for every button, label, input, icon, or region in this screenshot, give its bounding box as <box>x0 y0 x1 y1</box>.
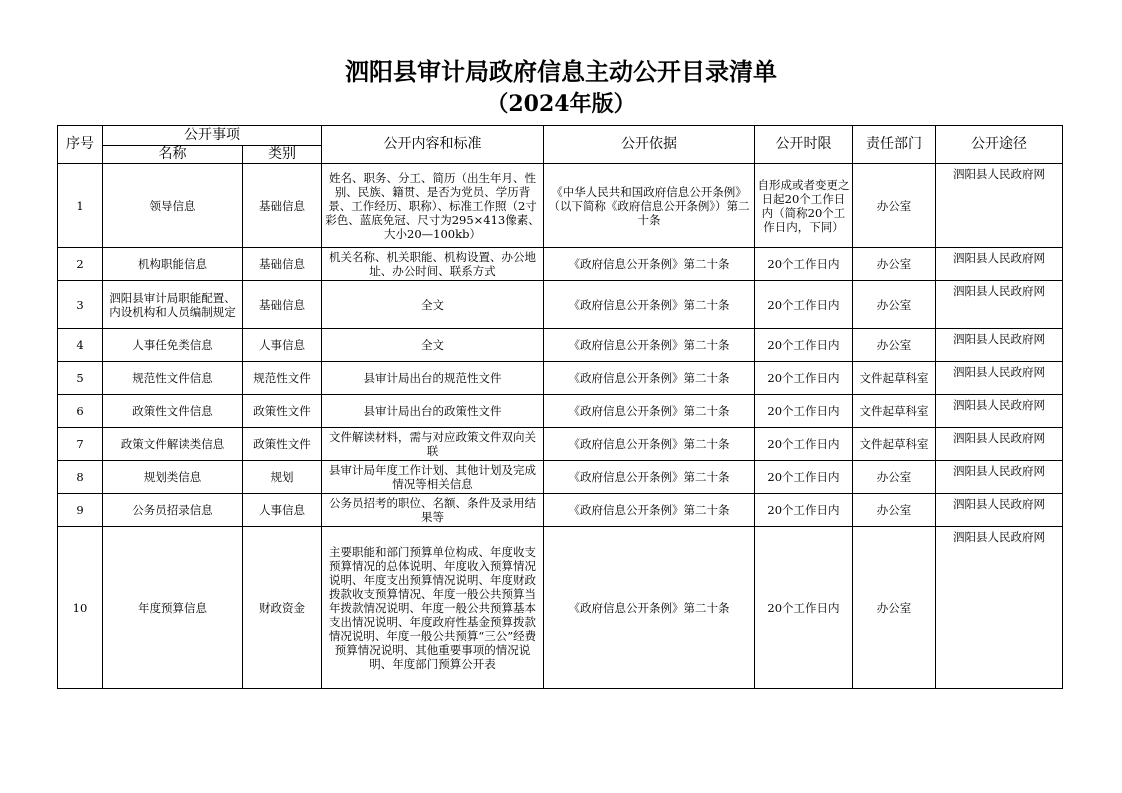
cell-seq: 10 <box>58 527 103 689</box>
cell-seq: 3 <box>58 281 103 329</box>
table-row <box>58 527 1063 689</box>
cell-dept: 文件起草科室 <box>853 362 936 395</box>
cell-time: 20个工作日内 <box>755 395 853 428</box>
cell-basis: 《政府信息公开条例》第二十条 <box>544 395 755 428</box>
cell-name: 年度预算信息 <box>103 527 243 689</box>
cell-content: 全文 <box>322 329 544 362</box>
cell-route: 泗阳县人民政府网 <box>936 527 1063 689</box>
cell-time: 自形成或者变更之日起20个工作日内（简称20个工作日内，下同） <box>755 164 853 248</box>
cell-route: 泗阳县人民政府网 <box>936 329 1063 362</box>
cell-name: 泗阳县审计局职能配置、内设机构和人员编制规定 <box>103 281 243 329</box>
table-row <box>58 428 1063 461</box>
cell-basis: 《政府信息公开条例》第二十条 <box>544 428 755 461</box>
cell-route: 泗阳县人民政府网 <box>936 494 1063 527</box>
cell-dept: 文件起草科室 <box>853 395 936 428</box>
cell-basis: 《政府信息公开条例》第二十条 <box>544 329 755 362</box>
cell-content: 主要职能和部门预算单位构成、年度收支预算情况的总体说明、年度收入预算情况说明、年度支出预算情况说明、年度财政拨款收支预算情况、年度一般公共预算当年拨款情况说明、年度一般公共预算基本支出情况说明、年度政府性基金预算拨款情况说明、年度一般公共预算“三公”经费预算情况说明、其他重要事项的情况说明、年度部门预算公开表 <box>322 527 544 689</box>
cell-dept: 办公室 <box>853 164 936 248</box>
cell-name: 政策文件解读类信息 <box>103 428 243 461</box>
cell-name: 人事任免类信息 <box>103 329 243 362</box>
header-seq: 序号 <box>58 126 103 164</box>
cell-dept: 办公室 <box>853 281 936 329</box>
cell-category: 规划 <box>243 461 322 494</box>
header-matter: 公开事项 <box>103 126 322 146</box>
cell-seq: 4 <box>58 329 103 362</box>
cell-category: 政策性文件 <box>243 428 322 461</box>
header-time: 公开时限 <box>755 126 853 164</box>
cell-time: 20个工作日内 <box>755 461 853 494</box>
cell-route: 泗阳县人民政府网 <box>936 395 1063 428</box>
table-row <box>58 494 1063 527</box>
cell-basis: 《政府信息公开条例》第二十条 <box>544 362 755 395</box>
cell-seq: 6 <box>58 395 103 428</box>
cell-seq: 5 <box>58 362 103 395</box>
cell-name: 公务员招录信息 <box>103 494 243 527</box>
header-basis: 公开依据 <box>544 126 755 164</box>
cell-basis: 《中华人民共和国政府信息公开条例》（以下简称《政府信息公开条例》）第二十条 <box>544 164 755 248</box>
cell-time: 20个工作日内 <box>755 527 853 689</box>
cell-route: 泗阳县人民政府网 <box>936 362 1063 395</box>
cell-content: 县审计局出台的规范性文件 <box>322 362 544 395</box>
cell-content: 姓名、职务、分工、简历（出生年月、性别、民族、籍贯、是否为党员、学历背景、工作经历、职称）、标准工作照（2寸彩色、蓝底免冠、尺寸为295×413像素、大小20—100kb） <box>322 164 544 248</box>
cell-time: 20个工作日内 <box>755 281 853 329</box>
cell-name: 领导信息 <box>103 164 243 248</box>
cell-dept: 办公室 <box>853 527 936 689</box>
header-route: 公开途径 <box>936 126 1063 164</box>
header-content: 公开内容和标准 <box>322 126 544 164</box>
table-row <box>58 362 1063 395</box>
cell-category: 基础信息 <box>243 164 322 248</box>
cell-seq: 8 <box>58 461 103 494</box>
cell-route: 泗阳县人民政府网 <box>936 164 1063 248</box>
cell-name: 政策性文件信息 <box>103 395 243 428</box>
cell-time: 20个工作日内 <box>755 494 853 527</box>
cell-category: 政策性文件 <box>243 395 322 428</box>
cell-category: 人事信息 <box>243 329 322 362</box>
cell-basis: 《政府信息公开条例》第二十条 <box>544 281 755 329</box>
cell-route: 泗阳县人民政府网 <box>936 248 1063 281</box>
cell-category: 基础信息 <box>243 248 322 281</box>
cell-basis: 《政府信息公开条例》第二十条 <box>544 248 755 281</box>
cell-content: 机关名称、机关职能、机构设置、办公地址、办公时间、联系方式 <box>322 248 544 281</box>
cell-seq: 2 <box>58 248 103 281</box>
cell-dept: 办公室 <box>853 329 936 362</box>
cell-seq: 7 <box>58 428 103 461</box>
header-name: 名称 <box>103 146 243 164</box>
table-row <box>58 329 1063 362</box>
cell-time: 20个工作日内 <box>755 362 853 395</box>
cell-category: 规范性文件 <box>243 362 322 395</box>
cell-route: 泗阳县人民政府网 <box>936 428 1063 461</box>
cell-dept: 办公室 <box>853 461 936 494</box>
cell-basis: 《政府信息公开条例》第二十条 <box>544 461 755 494</box>
cell-content: 文件解读材料，需与对应政策文件双向关联 <box>322 428 544 461</box>
cell-name: 规范性文件信息 <box>103 362 243 395</box>
cell-content: 县审计局出台的政策性文件 <box>322 395 544 428</box>
cell-basis: 《政府信息公开条例》第二十条 <box>544 527 755 689</box>
cell-dept: 办公室 <box>853 494 936 527</box>
header-dept: 责任部门 <box>853 126 936 164</box>
cell-seq: 1 <box>58 164 103 248</box>
table-row <box>58 164 1063 248</box>
cell-time: 20个工作日内 <box>755 428 853 461</box>
cell-route: 泗阳县人民政府网 <box>936 281 1063 329</box>
cell-route: 泗阳县人民政府网 <box>936 461 1063 494</box>
cell-dept: 办公室 <box>853 248 936 281</box>
header-category: 类别 <box>243 146 322 164</box>
table-row <box>58 248 1063 281</box>
cell-dept: 文件起草科室 <box>853 428 936 461</box>
table-row <box>58 281 1063 329</box>
page-subtitle: （2024年版） <box>486 91 636 117</box>
cell-time: 20个工作日内 <box>755 248 853 281</box>
cell-basis: 《政府信息公开条例》第二十条 <box>544 494 755 527</box>
cell-category: 基础信息 <box>243 281 322 329</box>
page-title: 泗阳县审计局政府信息主动公开目录清单 <box>345 57 777 86</box>
catalog-table <box>57 125 1063 689</box>
cell-content: 全文 <box>322 281 544 329</box>
cell-content: 公务员招考的职位、名额、条件及录用结果等 <box>322 494 544 527</box>
cell-content: 县审计局年度工作计划、其他计划及完成情况等相关信息 <box>322 461 544 494</box>
cell-category: 财政资金 <box>243 527 322 689</box>
cell-time: 20个工作日内 <box>755 329 853 362</box>
table-row <box>58 395 1063 428</box>
cell-name: 规划类信息 <box>103 461 243 494</box>
table-row <box>58 461 1063 494</box>
cell-category: 人事信息 <box>243 494 322 527</box>
cell-name: 机构职能信息 <box>103 248 243 281</box>
cell-seq: 9 <box>58 494 103 527</box>
